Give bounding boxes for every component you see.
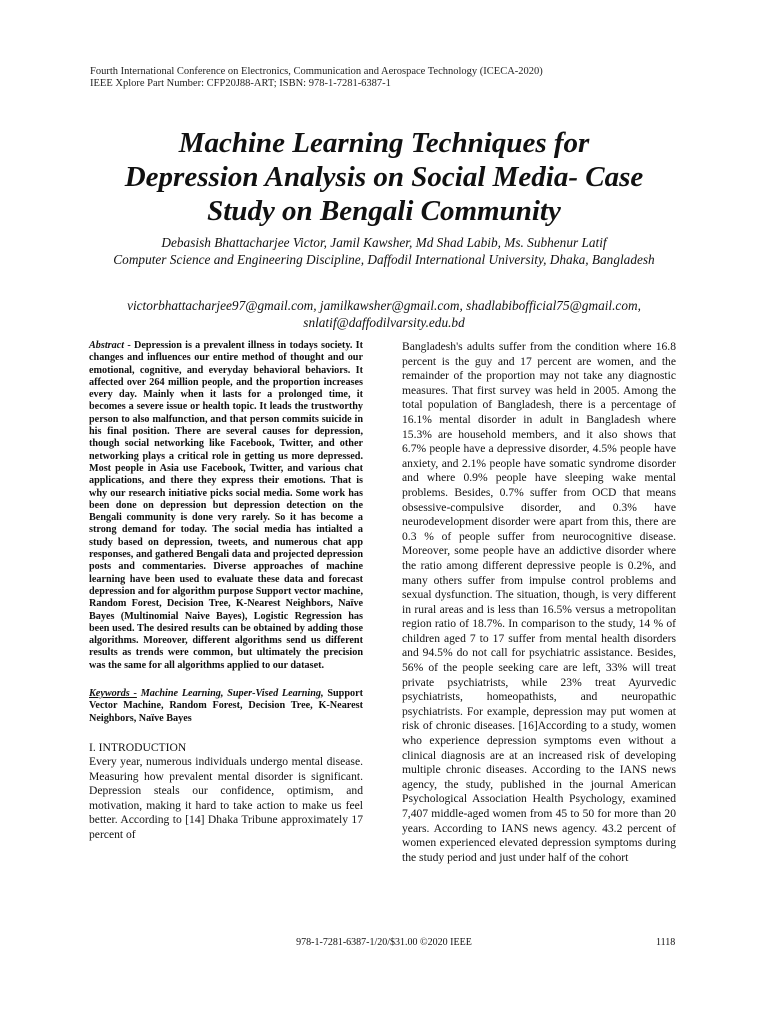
abstract-text: - Depression is a prevalent illness in todays society. It changes and influences our entire method of thought and our emotional, cognitive, and everyday behavioral behaviors. It affected over 264 million people, and the proportion increases every day. Mainly when it lasts for a prolonged time, it becomes a severe issue or health topic. It leads the trustworthy person to also malfunction, and that person commits suicide in his final position. There are several causes for depression, though social networking like Facebook, Twitter, and other networking plays a critical role in getting us more depressed. Most people in Asia use Facebook, Twitter, and various chat applications, and there they express their emotions. That is why our research initiative picks social media. Some work has been done on depression but depression detection on the Bengali community is done very rarely. So it has become a strong demand for today. The social media has intialted a study based on depression, tweets, and numerous chat app responses, and gathered Bengali data and projected depression posts and commentaries. Diverse approaches of machine learning have been used to evaluate these data and forecast depression and for algorithm purpose Support vector machine, Random Forest, Decision Tree, K-Nearest Neighbors, Naïve Bayes (Multinomial Naive Bayes), Logistic Regression has been used. The desired results can be obtained by adding those algorithms. Moreover, different algorithms send us different results as trends were common, but ultimately the precision was the same for all algorithms applied to our dataset. — [89, 340, 363, 671]
author-emails — [40, 297, 728, 331]
conference-name: Fourth International Conference on Electronics, Communication and Aerospace Technology (ICECA-2020) — [90, 66, 543, 77]
page-number: 1118 — [656, 937, 676, 948]
keywords — [89, 688, 363, 725]
section-heading-introduction: I. INTRODUCTION — [89, 740, 187, 754]
introduction-text: Every year, numerous individuals undergo mental disease. Measuring how prevalent mental disorder is significant. Depression steals our confidence, optimism, and motivation, making it hard to take action to make us feel better. According to [14] Dhaka Tribune approximately 17 percent of — [89, 754, 363, 841]
keywords-label: Keywords - — [89, 688, 137, 700]
keywords-first-line: Machine Learning, Super-Vised Learning, — [136, 688, 324, 700]
title-line-2: Depression Analysis on Social Media- Case — [124, 161, 644, 193]
conference-header — [90, 66, 543, 90]
title-line-3: Study on Bengali Community — [207, 195, 561, 227]
author-block — [40, 234, 728, 268]
body-text-right: Bangladesh's adults suffer from the condition where 16.8 percent is the guy and 17 percent are women, and the remainder of the proportion may not take any diagnostic measures. That first survey was held in 2005. Among the total population of Bangladesh, there is a percentage of 16.1% mental disorder in adult in Bangladesh where 15.3% are household members, and it also shows that 6.7% people have a depressive disorder, 4.5% people have anxiety, and 2.1% people have somatic syndrome disorder and where 0.9% people have sleeping wake mental problems. Besides, 0.7% suffer from OCD that means obsessive-compulsive disorder, and 0.3% have neurodevelopment disorder were apart from this, there are 0.3 % of people suffer from neurocognitive disease. Moreover, some people have an addictive disorder where the ratio among different depressive people is 0.2%, and many others suffer from impulse control problems and sexual dysfunction. The situation, though, is very different in rural areas and is less than 16.5% versus a metropolitan region ratio of 18.7%. In comparison to the study, 14 % of children aged 7 to 17 suffer from mental health disorders and 94.5% do not call for psychiatric assistance. Besides, 56% of the people seeking care are left, 33% will treat private psychiatrists, while 23% treat Ayurvedic psychiatrists, homeopathists, and neuropathic psychiatrists. For example, depression may put women at risk of chronic diseases. [16]According to a study, women who experience depression symptoms even without a clinical diagnosis are at an increased risk of developing multiple chronic diseases. According to the IANS news agency, the study, published in the journal American Psychological Association Health Psychology, examined 7,407 middle-aged women from 45 to 50 for more than 20 years. According to IANS news agency. 43.2 percent of women experienced elevated depression symptoms during the study period and just under half of the cohort — [402, 340, 676, 864]
paper-title — [60, 126, 708, 228]
abstract — [89, 340, 363, 672]
title-line-1: Machine Learning Techniques for — [178, 127, 590, 159]
left-column — [89, 340, 363, 842]
copyright-footer: 978-1-7281-6387-1/20/$31.00 ©2020 IEEE — [296, 937, 472, 948]
abstract-label: Abstract — [89, 340, 125, 351]
emails-line-2: snlatif@daffodilvarsity.edu.bd — [303, 315, 465, 330]
isbn-line: IEEE Xplore Part Number: CFP20J88-ART; ISBN: 978-1-7281-6387-1 — [90, 78, 391, 89]
emails-line-1: victorbhattacharjee97@gmail.com, jamilkawsher@gmail.com, shadlabibofficial75@gmail.com, — [127, 298, 641, 313]
author-affiliation: Computer Science and Engineering Discipline, Daffodil International University, Dhaka, Bangladesh — [113, 252, 655, 267]
author-names: Debasish Bhattacharjee Victor, Jamil Kawsher, Md Shad Labib, Ms. Subhenur Latif — [161, 235, 607, 250]
keywords-text: Support Vector Machine, Random Forest, Decision Tree, K-Nearest Neighbors, Naïve Bayes — [89, 688, 363, 724]
right-column — [402, 340, 676, 865]
